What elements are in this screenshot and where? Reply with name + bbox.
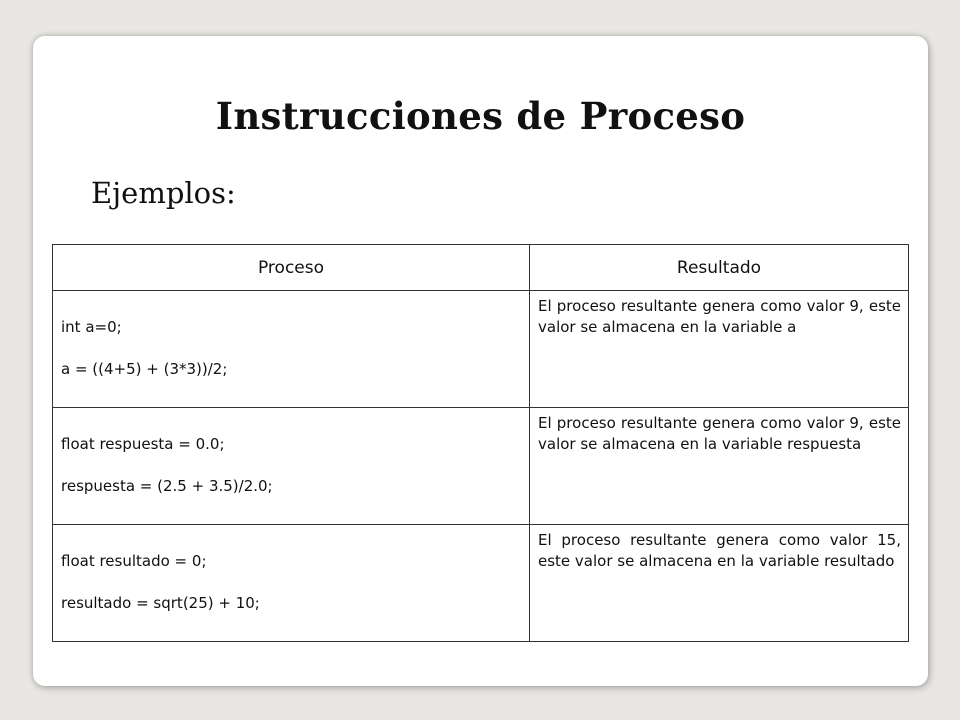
table-row: [53, 291, 909, 408]
slide-subtitle: Ejemplos:: [91, 176, 236, 210]
slide-title: Instrucciones de Proceso: [215, 94, 746, 138]
table-row: [53, 408, 909, 525]
resultado-cell: El proceso resultante genera como valor 9, este valor se almacena en la variable a: [530, 291, 909, 408]
examples-table: [52, 244, 909, 642]
proceso-cell: [53, 291, 530, 408]
resultado-cell: El proceso resultante genera como valor 9, este valor se almacena en la variable respuesta: [530, 408, 909, 525]
resultado-cell: El proceso resultante genera como valor 15, este valor se almacena en la variable resultado: [530, 525, 909, 642]
code-line: float respuesta = 0.0;: [61, 435, 225, 453]
code-line: respuesta = (2.5 + 3.5)/2.0;: [61, 477, 273, 495]
proceso-cell: [53, 408, 530, 525]
code-line: resultado = sqrt(25) + 10;: [61, 594, 260, 612]
header-proceso: Proceso: [53, 245, 530, 291]
proceso-cell: [53, 525, 530, 642]
table-row: [53, 525, 909, 642]
table-header-row: [53, 245, 909, 291]
code-line: int a=0;: [61, 318, 122, 336]
header-resultado: Resultado: [530, 245, 909, 291]
slide: [33, 36, 928, 686]
code-line: float resultado = 0;: [61, 552, 207, 570]
code-line: a = ((4+5) + (3*3))/2;: [61, 360, 228, 378]
